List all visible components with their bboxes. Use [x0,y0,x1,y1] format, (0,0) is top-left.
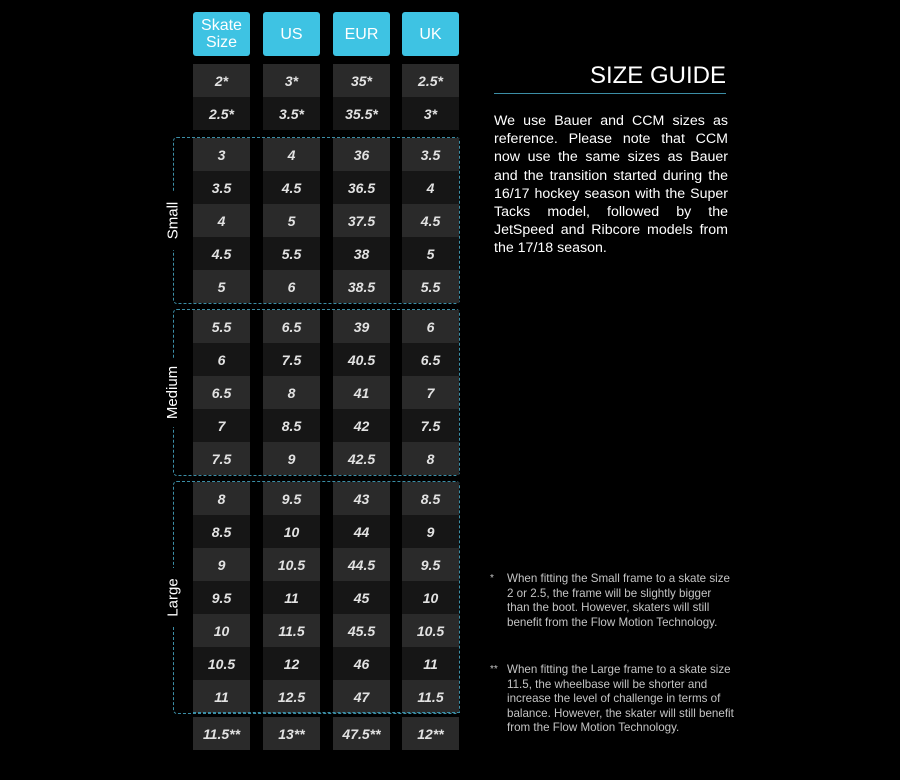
bottom-separator [193,712,460,714]
size-cell-skate-size: 9.5 [193,581,250,614]
size-cell-uk: 4 [402,171,459,204]
size-cell-skate-size: 4 [193,204,250,237]
column-header-eur: EUR [333,12,390,56]
group-label-medium [163,359,183,427]
size-cell-skate-size: 10 [193,614,250,647]
size-cell-uk: 4.5 [402,204,459,237]
size-cell-eur: 37.5 [333,204,390,237]
size-cell-eur: 47 [333,680,390,713]
size-cell-skate-size: 11.5** [193,717,250,750]
size-cell-eur: 44.5 [333,548,390,581]
size-cell-uk: 8.5 [402,482,459,515]
size-cell-uk: 5.5 [402,270,459,303]
size-cell-skate-size: 7 [193,409,250,442]
size-cell-eur: 45 [333,581,390,614]
size-cell-uk: 3* [402,97,459,130]
size-cell-eur: 35* [333,64,390,97]
size-cell-us: 10 [263,515,320,548]
size-cell-skate-size: 7.5 [193,442,250,475]
size-cell-eur: 42 [333,409,390,442]
size-cell-us: 12 [263,647,320,680]
size-cell-us: 9 [263,442,320,475]
size-cell-us: 8 [263,376,320,409]
footnote-text: When fitting the Small frame to a skate size 2 or 2.5, the frame will be slightly bigger than the boot. However, skaters will still benefit from the Flow Motion Technology. [507,572,730,629]
column-header-uk: UK [402,12,459,56]
size-cell-skate-size: 9 [193,548,250,581]
size-cell-eur: 47.5** [333,717,390,750]
size-cell-uk: 7 [402,376,459,409]
size-cell-us: 3.5* [263,97,320,130]
size-cell-eur: 36.5 [333,171,390,204]
size-cell-eur: 35.5* [333,97,390,130]
size-cell-eur: 43 [333,482,390,515]
size-cell-skate-size: 3 [193,138,250,171]
size-cell-eur: 42.5 [333,442,390,475]
size-cell-us: 4 [263,138,320,171]
size-cell-skate-size: 4.5 [193,237,250,270]
size-cell-skate-size: 5.5 [193,310,250,343]
size-guide-title: SIZE GUIDE [494,64,726,94]
size-cell-skate-size: 6.5 [193,376,250,409]
size-cell-skate-size: 6 [193,343,250,376]
size-cell-uk: 10 [402,581,459,614]
size-cell-uk: 12** [402,717,459,750]
size-cell-eur: 39 [333,310,390,343]
size-cell-uk: 9.5 [402,548,459,581]
size-cell-skate-size: 8.5 [193,515,250,548]
size-cell-eur: 38.5 [333,270,390,303]
size-cell-us: 9.5 [263,482,320,515]
size-cell-uk: 6 [402,310,459,343]
group-label-small [163,191,183,250]
size-cell-us: 13** [263,717,320,750]
size-cell-eur: 41 [333,376,390,409]
footnote-double-star [490,663,735,736]
size-cell-uk: 8 [402,442,459,475]
footnote-text: When fitting the Large frame to a skate size 11.5, the wheelbase will be shorter and increase the level of challenge in terms of balance. However, the skater will still benefit from the Flow Motion Technology. [507,663,734,735]
intro-paragraph: We use Bauer and CCM sizes as reference. Please note that CCM now use the same sizes as Bauer and the transition started during the 16/17 hockey season with the Super Tacks model, followed by the JetSpeed and Ribcore models from the 17/18 season. [494,113,728,257]
group-label-large [163,568,183,627]
size-cell-us: 6 [263,270,320,303]
size-cell-skate-size: 8 [193,482,250,515]
size-cell-uk: 3.5 [402,138,459,171]
size-cell-us: 4.5 [263,171,320,204]
size-cell-skate-size: 10.5 [193,647,250,680]
size-cell-eur: 36 [333,138,390,171]
footnote-marker: * [490,573,494,584]
size-cell-us: 3* [263,64,320,97]
size-cell-us: 11.5 [263,614,320,647]
size-cell-us: 5 [263,204,320,237]
footnote-marker: ** [490,664,498,675]
size-cell-eur: 45.5 [333,614,390,647]
size-cell-uk: 2.5* [402,64,459,97]
size-cell-us: 10.5 [263,548,320,581]
size-cell-uk: 5 [402,237,459,270]
size-cell-us: 12.5 [263,680,320,713]
size-cell-us: 6.5 [263,310,320,343]
size-cell-skate-size: 11 [193,680,250,713]
column-header-us: US [263,12,320,56]
size-cell-skate-size: 5 [193,270,250,303]
size-cell-uk: 11.5 [402,680,459,713]
size-cell-eur: 38 [333,237,390,270]
size-cell-skate-size: 2* [193,64,250,97]
size-cell-uk: 11 [402,647,459,680]
size-cell-us: 11 [263,581,320,614]
size-cell-eur: 40.5 [333,343,390,376]
group-label-text: Medium [164,365,182,420]
size-cell-uk: 9 [402,515,459,548]
size-cell-skate-size: 3.5 [193,171,250,204]
size-cell-us: 5.5 [263,237,320,270]
footnote-single-star [490,572,735,630]
size-cell-us: 8.5 [263,409,320,442]
group-label-text: Small [164,201,182,240]
size-cell-uk: 7.5 [402,409,459,442]
group-label-text: Large [164,578,182,617]
column-header-skate-size: Skate Size [193,12,250,56]
size-cell-skate-size: 2.5* [193,97,250,130]
size-cell-eur: 44 [333,515,390,548]
size-cell-eur: 46 [333,647,390,680]
size-cell-uk: 6.5 [402,343,459,376]
size-cell-us: 7.5 [263,343,320,376]
size-cell-uk: 10.5 [402,614,459,647]
